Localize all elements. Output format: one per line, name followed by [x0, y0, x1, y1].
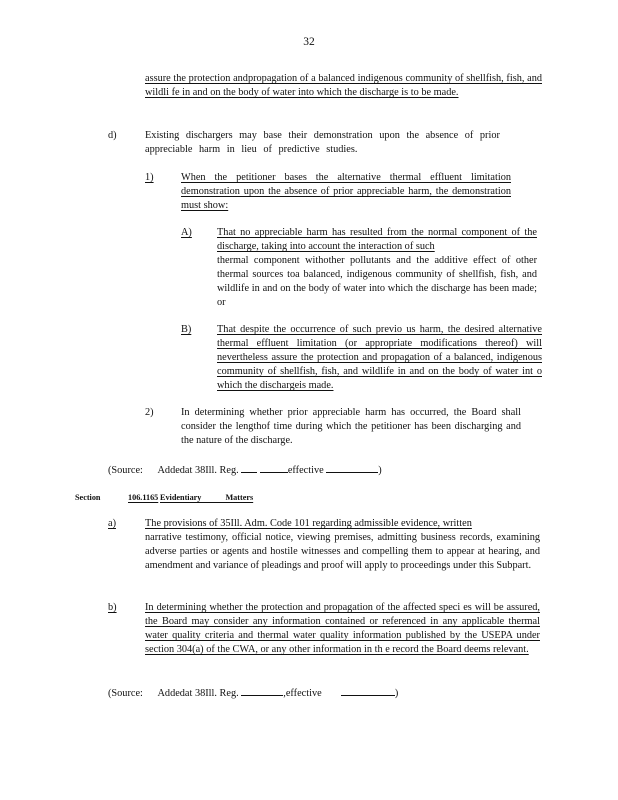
item-b-text: In determining whether the protection and propagation of the affected speci es will be assured, the Board may consider any information contained or referenced in any applicable thermal water quality criteria and thermal water quality information published by the USEPA under section 304(a) of the CWA, or any other information in th e record the Board deems relevant.	[145, 602, 540, 656]
register-blank	[241, 685, 283, 696]
source-label: (Source:	[108, 688, 143, 699]
item-B-text: That despite the occurrence of such previo us harm, the desired alternative thermal effluent limitation (or appropriate modifications thereof) will nevertheless assure the protection and propagation of a balanced, indigenous community of shellfish, fish, and wildlife in and on the body of water int o which the dischargeis made.	[217, 324, 542, 392]
item-a-text: narrative testimony, official notice, viewing premises, admitting business records, examining adverse parties or agents and hostile witnesses and compelling them to appear at hearing, and amendment and variance of pleadings and proof will apply to proceedings under this Subpart.	[145, 532, 540, 572]
source-close: )	[378, 465, 382, 476]
item-a-body	[145, 517, 540, 573]
item-2-text: In determining whether prior appreciable harm has occurred, the Board shall consider the lengthof time during which the petitioner has been discharging and the nature of the discharge.	[181, 407, 521, 447]
item-label-a: a)	[108, 518, 116, 529]
item-A-text: thermal component withother pollutants and the additive effect of other thermal sources toa balanced, indigenous community of shellfish, fish, and wildlife in and on the body of water into which the discharge has been made; or	[217, 255, 537, 309]
effective-date-blank	[326, 462, 378, 473]
source-added-at: Addedat 38Ill. Reg.	[157, 688, 239, 699]
source-line-2	[108, 685, 438, 701]
section-title: Evidentiary Matters	[160, 493, 254, 502]
item-label-1: 1)	[145, 172, 154, 183]
continuation-paragraph: assure the protection andpropagation of a balanced indigenous community of shellfish, fish, and wildli fe in and on the body of water into which the discharge is to be made.	[145, 73, 542, 99]
source-line-1	[108, 462, 438, 478]
source-close: )	[394, 688, 399, 699]
effective-date-blank	[341, 685, 395, 696]
source-effective: ,effective	[283, 688, 322, 699]
source-added-at: Addedat 38Ill. Reg.	[157, 465, 239, 476]
item-A-body	[217, 226, 537, 311]
item-label-B: B)	[181, 324, 192, 335]
section-label: Section	[75, 493, 101, 502]
item-label-2: 2)	[145, 407, 154, 418]
register-page-blank	[260, 462, 288, 473]
item-1-text: When the petitioner bases the alternative thermal effluent limitation demonstration upon the absence of prior appreciable harm, the demonstration must show:	[181, 172, 511, 212]
item-d-text: Existing dischargers may base their demonstration upon the absence of prior appreciable harm in lieu of predictive studies.	[145, 130, 500, 156]
source-label: (Source:	[108, 465, 143, 476]
page-number: 32	[303, 36, 315, 48]
register-volume-blank	[241, 462, 257, 473]
item-label-d: d)	[108, 130, 117, 141]
item-label-A: A)	[181, 227, 192, 238]
item-label-b: b)	[108, 602, 117, 613]
item-A-underlined-text: That no appreciable harm has resulted from the normal component of the discharge, taking into account the interaction of such	[217, 227, 537, 253]
section-number: 106.1165	[128, 493, 159, 502]
source-effective: effective	[287, 465, 324, 476]
item-a-underlined-text: The provisions of 35Ill. Adm. Code 101 regarding admissible evidence, written	[145, 518, 472, 529]
